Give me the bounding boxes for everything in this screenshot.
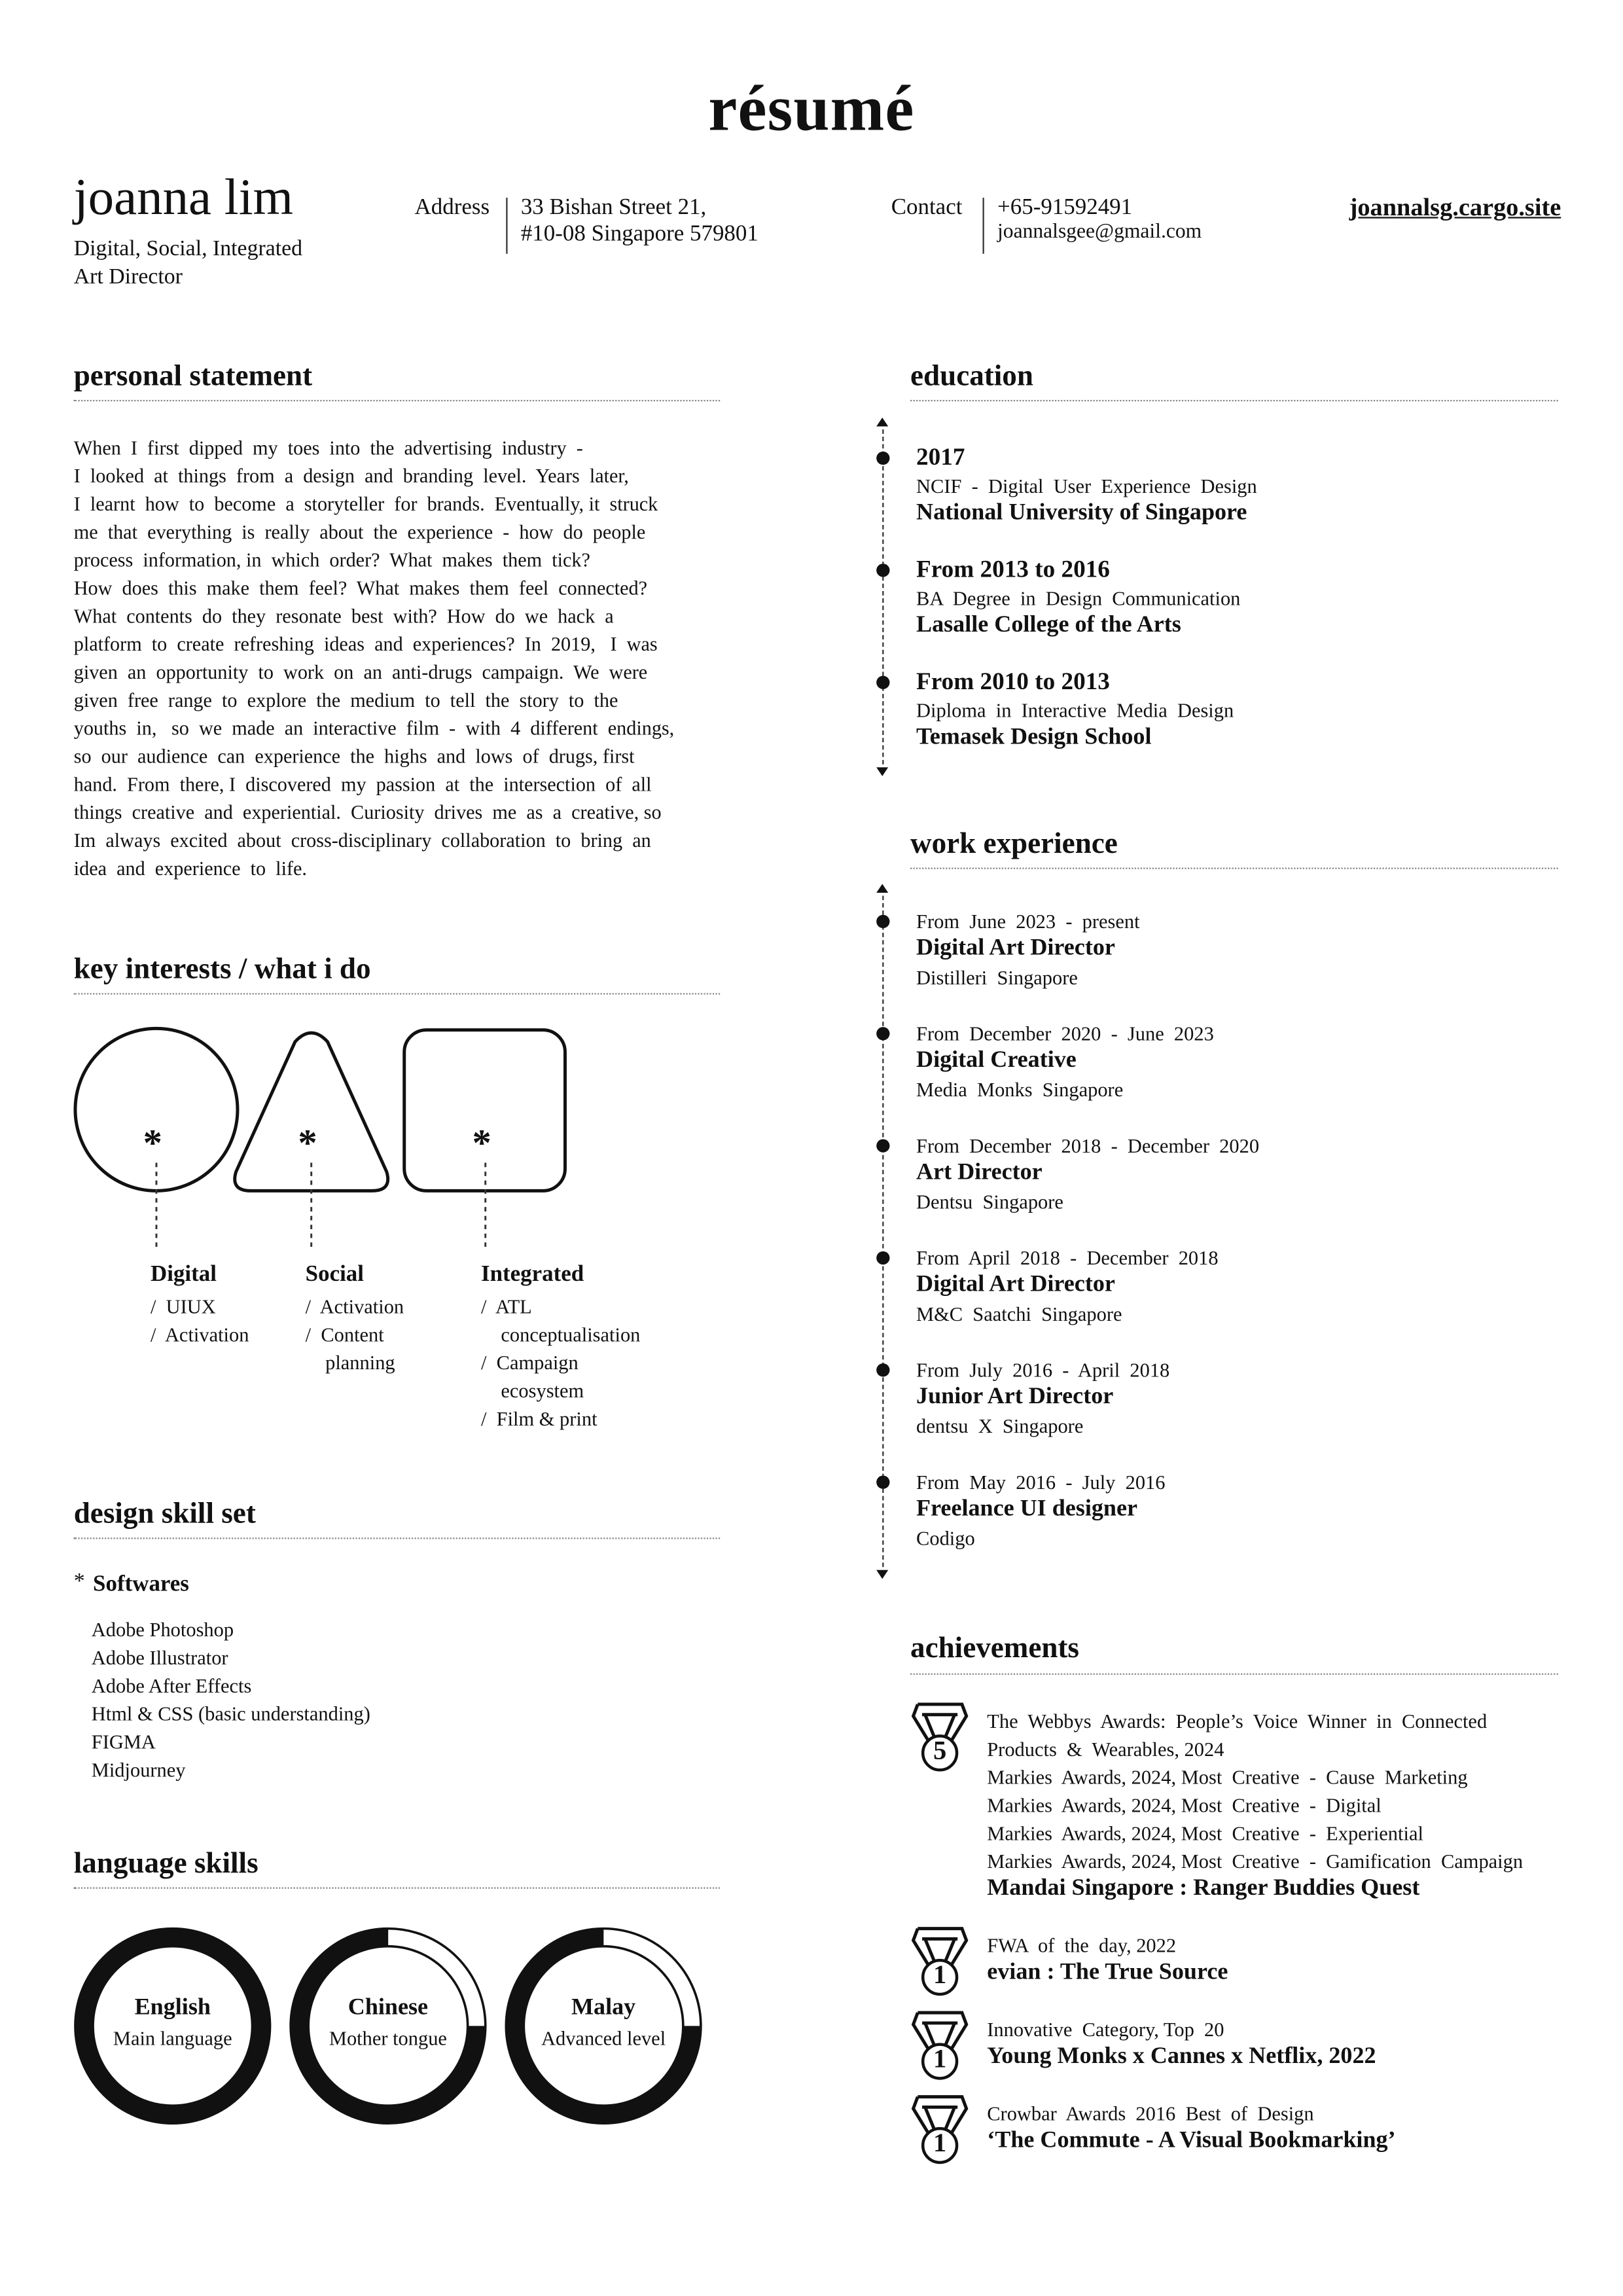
interest-item: / Content	[305, 1323, 384, 1346]
education-period: From 2010 to 2013	[916, 667, 1110, 695]
work-role: Digital Art Director	[916, 935, 1115, 961]
bullet-asterisk-icon: *	[73, 1570, 85, 1594]
language-proficiency-ring	[500, 1923, 707, 2130]
timeline-dot	[876, 1027, 889, 1040]
achievement-line: Innovative Category, Top 20	[987, 2018, 1224, 2041]
achievement-line: Crowbar Awards 2016 Best of Design	[987, 2102, 1314, 2125]
section-divider	[74, 1888, 720, 1889]
divider	[506, 198, 507, 254]
statement-line: hand. From there, I discovered my passion at the intersection of all	[73, 773, 652, 796]
section-heading-achievements: achievements	[910, 1632, 1079, 1665]
language-name: Chinese	[348, 1995, 429, 2020]
timeline-dot	[876, 1139, 889, 1152]
education-school: Lasalle College of the Arts	[916, 612, 1181, 637]
software-item: Midjourney	[91, 1759, 186, 1782]
statement-line: I looked at things from a design and branding level. Years later,	[73, 465, 629, 487]
statement-line: platform to create refreshing ideas and experiences? In 2019, I was	[73, 633, 658, 655]
medal-count: 1	[933, 2127, 947, 2158]
education-course: Diploma in Interactive Media Design	[916, 699, 1234, 722]
timeline-dot	[876, 915, 889, 928]
ring-outline	[93, 1946, 252, 2106]
achievement-project: Young Monks x Cannes x Netflix, 2022	[987, 2043, 1376, 2069]
work-period: From June 2023 - present	[916, 910, 1140, 933]
arrow-down-icon	[876, 767, 888, 776]
section-divider	[910, 868, 1558, 869]
statement-line: given free range to explore the medium to tell the story to the	[73, 689, 618, 711]
ring-fill	[515, 1937, 692, 2115]
work-company: dentsu X Singapore	[916, 1415, 1084, 1437]
statement-line: process information, in which order? What makes them tick?	[73, 548, 590, 571]
section-heading-key-interests: key interests / what i do	[73, 953, 371, 986]
work-company: M&C Saatchi Singapore	[916, 1302, 1122, 1325]
language-level: Mother tongue	[329, 2027, 447, 2050]
medal-count: 1	[933, 1959, 947, 1990]
software-item: Html & CSS (basic understanding)	[91, 1702, 370, 1725]
statement-line: When I first dipped my toes into the advertising industry -	[73, 437, 583, 459]
section-divider	[910, 1674, 1558, 1675]
interest-item: / Activation	[150, 1323, 249, 1346]
medal-count: 5	[933, 1735, 947, 1765]
work-role: Art Director	[916, 1160, 1043, 1185]
section-divider	[74, 993, 720, 994]
asterisk-icon: *	[298, 1121, 317, 1164]
achievement-project: Mandai Singapore : Ranger Buddies Quest	[987, 1875, 1420, 1901]
work-role: Digital Art Director	[916, 1272, 1115, 1297]
candidate-subtitle: Art Director	[73, 265, 183, 289]
work-period: From April 2018 - December 2018	[916, 1247, 1219, 1269]
interest-category-social: Social	[305, 1261, 365, 1287]
education-course: BA Degree in Design Communication	[916, 587, 1241, 610]
asterisk-icon: *	[143, 1121, 162, 1164]
skill-group-title: Softwares	[93, 1571, 189, 1597]
section-heading-design-skills: design skill set	[73, 1498, 256, 1530]
statement-line: things creative and experiential. Curiosity drives me as a creative, so	[73, 801, 662, 824]
achievement-line: Markies Awards, 2024, Most Creative - Gamification Campaign	[987, 1850, 1524, 1873]
education-school: Temasek Design School	[916, 724, 1152, 750]
statement-line: Im always excited about cross-disciplinary collaboration to bring an	[73, 829, 651, 852]
phone-number[interactable]: +65-91592491	[997, 194, 1133, 220]
section-heading-education: education	[910, 360, 1033, 393]
interest-item: / ATL	[480, 1295, 532, 1318]
interest-item: / Film & print	[480, 1407, 597, 1430]
work-period: From December 2020 - June 2023	[916, 1022, 1214, 1045]
achievement-line: The Webbys Awards: People’s Voice Winner in Connected	[987, 1710, 1488, 1732]
achievement-project: evian : The True Source	[987, 1959, 1228, 1985]
work-company: Distilleri Singapore	[916, 966, 1078, 989]
interest-item: conceptualisation	[480, 1323, 641, 1346]
address-line: 33 Bishan Street 21,	[520, 194, 707, 220]
language-proficiency-ring	[285, 1923, 491, 2130]
section-divider	[74, 400, 720, 401]
work-company: Media Monks Singapore	[916, 1079, 1124, 1101]
software-item: Adobe Illustrator	[91, 1647, 228, 1669]
timeline-dot	[876, 564, 889, 577]
asterisk-icon: *	[472, 1121, 491, 1164]
education-period: 2017	[916, 442, 965, 471]
address-label: Address	[414, 194, 490, 220]
section-divider	[74, 1537, 720, 1539]
timeline-dot	[876, 1363, 889, 1376]
language-proficiency-ring	[69, 1923, 276, 2130]
statement-line: I learnt how to become a storyteller for brands. Eventually, it struck	[73, 493, 658, 515]
ring-outline	[308, 1946, 467, 2106]
medal-count: 1	[933, 2043, 947, 2073]
language-name: English	[134, 1995, 211, 2020]
statement-line: idea and experience to life.	[73, 857, 307, 880]
work-period: From December 2018 - December 2020	[916, 1134, 1260, 1157]
language-level: Main language	[113, 2027, 232, 2050]
achievement-line: FWA of the day, 2022	[987, 1934, 1177, 1957]
interest-shapes	[0, 1018, 738, 1255]
education-course: NCIF - Digital User Experience Design	[916, 475, 1257, 497]
ring-fill	[300, 1937, 477, 2115]
work-role: Digital Creative	[916, 1047, 1077, 1073]
interest-item: / Activation	[305, 1295, 404, 1318]
achievement-line: Markies Awards, 2024, Most Creative - Digital	[987, 1794, 1382, 1817]
email-address[interactable]: joannalsgee@gmail.com	[997, 221, 1202, 243]
contact-label: Contact	[891, 194, 963, 220]
interest-item: / UIUX	[150, 1295, 216, 1318]
work-period: From July 2016 - April 2018	[916, 1359, 1170, 1382]
statement-line: What contents do they resonate best with? How do we hack a	[73, 605, 614, 628]
statement-line: How does this make them feel? What makes them feel connected?	[73, 577, 648, 600]
section-divider	[910, 400, 1558, 401]
candidate-name: joanna lim	[73, 168, 294, 226]
software-list	[92, 1616, 370, 1784]
arrow-up-icon	[876, 884, 888, 893]
statement-line: so our audience can experience the highs and lows of drugs, first	[73, 745, 635, 768]
achievement-line: Markies Awards, 2024, Most Creative - Experiential	[987, 1822, 1423, 1845]
language-name: Malay	[571, 1995, 636, 2020]
resume-title: résumé	[708, 72, 915, 145]
achievement-line: Markies Awards, 2024, Most Creative - Cause Marketing	[987, 1766, 1468, 1789]
interest-item: / Campaign	[480, 1352, 579, 1374]
section-heading-personal-statement: personal statement	[73, 360, 313, 393]
work-company: Dentsu Singapore	[916, 1191, 1063, 1213]
ring-fill	[84, 1937, 262, 2115]
achievement-line: Products & Wearables, 2024	[987, 1738, 1224, 1761]
timeline-dot	[876, 452, 889, 465]
statement-line: given an opportunity to work on an anti-drugs campaign. We were	[73, 661, 648, 683]
section-heading-language-skills: language skills	[73, 1847, 259, 1880]
work-company: Codigo	[916, 1527, 975, 1550]
personal-statement-text	[74, 434, 675, 882]
interest-item: ecosystem	[480, 1379, 584, 1402]
divider	[982, 198, 984, 254]
timeline-dot	[876, 676, 889, 689]
education-period: From 2013 to 2016	[916, 554, 1110, 583]
interest-category-digital: Digital	[150, 1261, 217, 1287]
timeline-dot	[876, 1476, 889, 1489]
software-item: FIGMA	[91, 1731, 156, 1753]
software-item: Adobe Photoshop	[91, 1619, 234, 1641]
interest-category-integrated: Integrated	[480, 1261, 584, 1287]
achievement-project: ‘The Commute - A Visual Bookmarking’	[987, 2127, 1396, 2153]
ring-outline	[524, 1946, 683, 2106]
arrow-up-icon	[876, 418, 888, 427]
work-period: From May 2016 - July 2016	[916, 1471, 1166, 1494]
website-link[interactable]: joannalsg.cargo.site	[1349, 193, 1561, 222]
timeline-line	[882, 429, 883, 764]
address-line: #10-08 Singapore 579801	[520, 221, 758, 247]
language-level: Advanced level	[541, 2027, 666, 2050]
work-role: Freelance UI designer	[916, 1496, 1137, 1522]
candidate-subtitle: Digital, Social, Integrated	[73, 237, 303, 262]
timeline-line	[882, 895, 883, 1567]
statement-line: youths in, so we made an interactive film - with 4 different endings,	[73, 717, 675, 740]
education-school: National University of Singapore	[916, 500, 1247, 526]
work-role: Junior Art Director	[916, 1384, 1114, 1410]
timeline-dot	[876, 1251, 889, 1265]
statement-line: me that everything is really about the experience - how do people	[73, 520, 646, 543]
interest-item: planning	[305, 1352, 395, 1374]
arrow-down-icon	[876, 1570, 888, 1579]
software-item: Adobe After Effects	[91, 1674, 252, 1697]
section-heading-work-experience: work experience	[910, 827, 1118, 861]
